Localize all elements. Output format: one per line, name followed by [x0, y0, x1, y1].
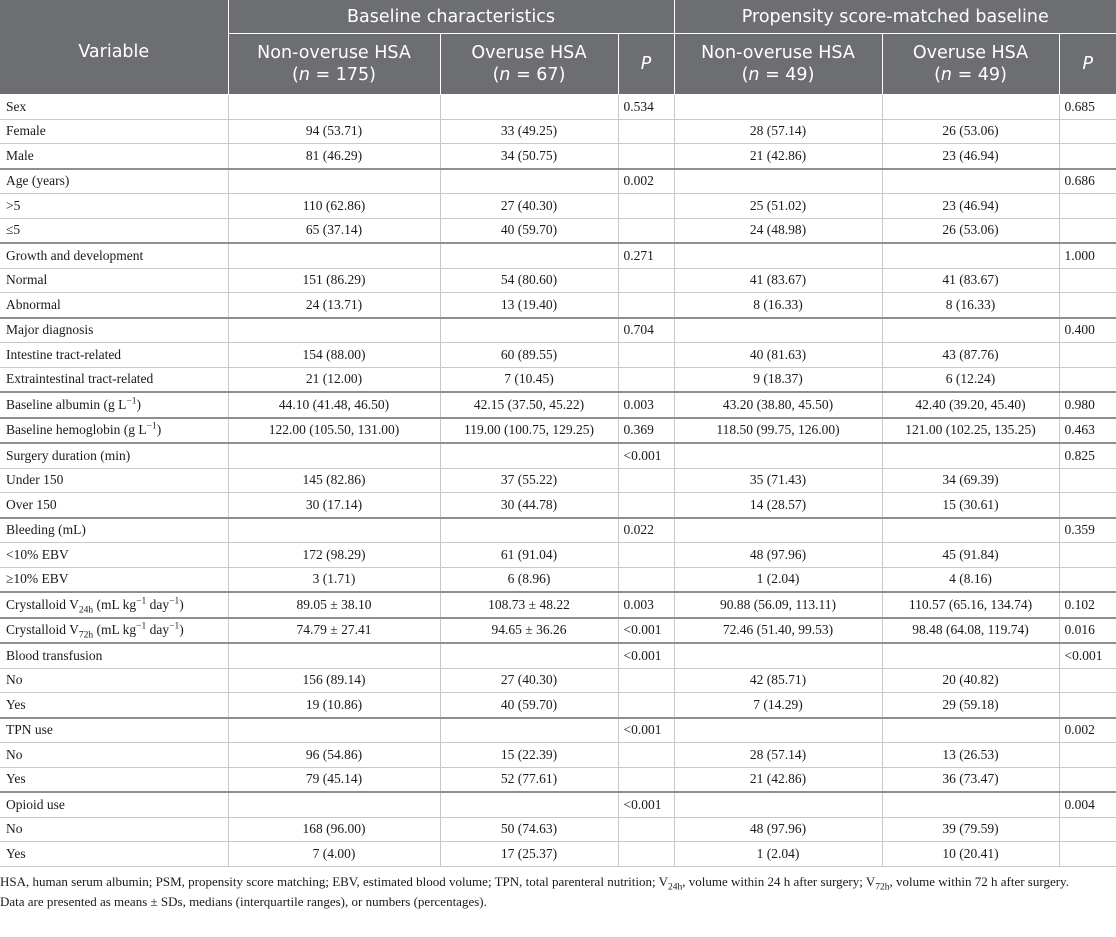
p-value-cell: 0.825	[1059, 443, 1116, 468]
table-row	[0, 693, 1116, 718]
table-cell: 42.40 (39.20, 45.40)	[882, 392, 1059, 418]
data-presentation-note: Data are presented as means ± SDs, medians (interquartile ranges), or numbers (percentages).	[0, 893, 487, 909]
variable-label: Intestine tract-related	[0, 343, 228, 368]
table-cell	[882, 792, 1059, 817]
group-column-header: Overuse HSA (n = 67)	[440, 34, 618, 95]
table-cell	[882, 518, 1059, 543]
table-cell	[882, 243, 1059, 268]
table-cell: 37 (55.22)	[440, 468, 618, 493]
table-cell	[674, 318, 882, 343]
table-cell: 30 (44.78)	[440, 493, 618, 518]
p-value-cell	[618, 468, 674, 493]
table-cell	[674, 643, 882, 668]
table-cell: 151 (86.29)	[228, 268, 440, 293]
variable-label: No	[0, 743, 228, 768]
table-row	[0, 592, 1116, 618]
p-value-cell: 0.980	[1059, 392, 1116, 418]
p-value-cell: 0.369	[618, 418, 674, 444]
variable-label: Growth and development	[0, 243, 228, 268]
p-value-cell	[618, 767, 674, 792]
table-row	[0, 343, 1116, 368]
p-value-cell	[618, 817, 674, 842]
table-cell: 20 (40.82)	[882, 668, 1059, 693]
table-row	[0, 792, 1116, 817]
table-cell: 6 (8.96)	[440, 567, 618, 592]
p-value-cell: 0.704	[618, 318, 674, 343]
table-cell: 50 (74.63)	[440, 817, 618, 842]
table-cell: 156 (89.14)	[228, 668, 440, 693]
table-cell	[228, 243, 440, 268]
variable-label: Extraintestinal tract-related	[0, 367, 228, 392]
p-value-cell	[1059, 668, 1116, 693]
table-cell: 74.79 ± 27.41	[228, 618, 440, 644]
group-column-header: Overuse HSA (n = 49)	[882, 34, 1059, 95]
table-cell	[228, 95, 440, 120]
table-row	[0, 169, 1116, 194]
table-cell: 42.15 (37.50, 45.22)	[440, 392, 618, 418]
table-row	[0, 318, 1116, 343]
table-cell	[440, 95, 618, 120]
table-cell: 4 (8.16)	[882, 567, 1059, 592]
table-row	[0, 268, 1116, 293]
table-cell: 28 (57.14)	[674, 743, 882, 768]
table-cell: 7 (14.29)	[674, 693, 882, 718]
table-cell	[674, 518, 882, 543]
p-value-cell	[618, 343, 674, 368]
variable-label: Opioid use	[0, 792, 228, 817]
table-cell: 43 (87.76)	[882, 343, 1059, 368]
p-value-cell	[1059, 817, 1116, 842]
table-cell: 168 (96.00)	[228, 817, 440, 842]
p-value-cell	[1059, 693, 1116, 718]
table-row	[0, 367, 1116, 392]
table-cell: 79 (45.14)	[228, 767, 440, 792]
table-row	[0, 218, 1116, 243]
p-value-cell: 0.359	[1059, 518, 1116, 543]
table-cell: 28 (57.14)	[674, 119, 882, 144]
table-cell: 40 (59.70)	[440, 218, 618, 243]
p-value-cell	[1059, 743, 1116, 768]
variable-label: Baseline albumin (g $L^{-1}$)	[0, 392, 228, 418]
p-value-header: P	[618, 34, 674, 95]
table-cell: 42 (85.71)	[674, 668, 882, 693]
table-cell: 6 (12.24)	[882, 367, 1059, 392]
table-cell: 98.48 (64.08, 119.74)	[882, 618, 1059, 644]
table-cell	[440, 243, 618, 268]
table-cell: 14 (28.57)	[674, 493, 882, 518]
p-value-cell: <0.001	[618, 792, 674, 817]
table-cell: 60 (89.55)	[440, 343, 618, 368]
table-cell: 110.57 (65.16, 134.74)	[882, 592, 1059, 618]
p-value-cell	[618, 493, 674, 518]
p-value-cell	[1059, 567, 1116, 592]
table-cell: 7 (10.45)	[440, 367, 618, 392]
table-row	[0, 493, 1116, 518]
group-column-header: Non-overuse HSA (n = 49)	[674, 34, 882, 95]
table-cell	[674, 792, 882, 817]
table-cell: 13 (26.53)	[882, 743, 1059, 768]
table-cell: 48 (97.96)	[674, 543, 882, 568]
table-cell: 1 (2.04)	[674, 842, 882, 867]
table-cell: 41 (83.67)	[674, 268, 882, 293]
table-cell: 121.00 (102.25, 135.25)	[882, 418, 1059, 444]
p-value-header: P	[1059, 34, 1116, 95]
table-cell: 172 (98.29)	[228, 543, 440, 568]
table-cell: 17 (25.37)	[440, 842, 618, 867]
table-cell	[228, 169, 440, 194]
table-cell: 39 (79.59)	[882, 817, 1059, 842]
variable-label: Abnormal	[0, 293, 228, 318]
variable-label: <10% EBV	[0, 543, 228, 568]
table-cell: 24 (48.98)	[674, 218, 882, 243]
table-row	[0, 817, 1116, 842]
table-cell	[882, 95, 1059, 120]
p-value-cell: 0.003	[618, 392, 674, 418]
table-cell	[228, 443, 440, 468]
p-value-cell: 0.002	[1059, 718, 1116, 743]
table-cell: 26 (53.06)	[882, 119, 1059, 144]
p-value-cell: 0.022	[618, 518, 674, 543]
variable-label: No	[0, 817, 228, 842]
table-row	[0, 618, 1116, 644]
p-value-cell	[1059, 493, 1116, 518]
p-value-cell	[618, 543, 674, 568]
p-value-cell: <0.001	[618, 643, 674, 668]
p-value-cell: 0.002	[618, 169, 674, 194]
variable-label: ≥10% EBV	[0, 567, 228, 592]
p-value-cell	[618, 668, 674, 693]
table-cell: 96 (54.86)	[228, 743, 440, 768]
p-value-cell: 0.534	[618, 95, 674, 120]
variable-label: Under 150	[0, 468, 228, 493]
table-cell: 94 (53.71)	[228, 119, 440, 144]
table-cell	[882, 643, 1059, 668]
variable-label: Blood transfusion	[0, 643, 228, 668]
table-cell	[882, 169, 1059, 194]
table-cell: 40 (81.63)	[674, 343, 882, 368]
table-row	[0, 567, 1116, 592]
variable-label: Yes	[0, 693, 228, 718]
p-value-cell	[618, 567, 674, 592]
p-value-cell: <0.001	[1059, 643, 1116, 668]
p-value-cell	[1059, 194, 1116, 219]
table-cell: 29 (59.18)	[882, 693, 1059, 718]
table-cell: 44.10 (41.48, 46.50)	[228, 392, 440, 418]
table-cell: 21 (12.00)	[228, 367, 440, 392]
p-value-cell	[618, 743, 674, 768]
table-cell: 13 (19.40)	[440, 293, 618, 318]
p-value-cell: 0.003	[618, 592, 674, 618]
table-cell: 26 (53.06)	[882, 218, 1059, 243]
table-cell: 40 (59.70)	[440, 693, 618, 718]
table-cell: 15 (30.61)	[882, 493, 1059, 518]
table-cell	[882, 318, 1059, 343]
p-value-cell	[1059, 468, 1116, 493]
table-cell	[228, 718, 440, 743]
p-value-cell	[618, 693, 674, 718]
table-row	[0, 392, 1116, 418]
table-cell: 108.73 ± 48.22	[440, 592, 618, 618]
table-row	[0, 293, 1116, 318]
table-cell	[674, 718, 882, 743]
p-value-cell	[618, 194, 674, 219]
variable-label: Over 150	[0, 493, 228, 518]
table-row	[0, 194, 1116, 219]
variable-label: Yes	[0, 767, 228, 792]
table-cell: 65 (37.14)	[228, 218, 440, 243]
table-cell: 27 (40.30)	[440, 668, 618, 693]
table-row	[0, 443, 1116, 468]
table-cell: 154 (88.00)	[228, 343, 440, 368]
p-value-cell: 0.685	[1059, 95, 1116, 120]
table-row	[0, 743, 1116, 768]
p-value-cell: 0.016	[1059, 618, 1116, 644]
table-cell	[440, 518, 618, 543]
table-cell: 25 (51.02)	[674, 194, 882, 219]
table-row	[0, 119, 1116, 144]
table-cell: 8 (16.33)	[674, 293, 882, 318]
table-cell	[674, 95, 882, 120]
p-value-cell	[618, 218, 674, 243]
p-value-cell: <0.001	[618, 618, 674, 644]
p-value-cell	[1059, 767, 1116, 792]
table-cell: 122.00 (105.50, 131.00)	[228, 418, 440, 444]
p-value-cell	[1059, 293, 1116, 318]
table-row	[0, 468, 1116, 493]
table-cell	[440, 169, 618, 194]
table-row	[0, 95, 1116, 120]
p-value-cell	[1059, 842, 1116, 867]
variable-label: Bleeding (mL)	[0, 518, 228, 543]
table-cell: 43.20 (38.80, 45.50)	[674, 392, 882, 418]
table-cell: 72.46 (51.40, 99.53)	[674, 618, 882, 644]
table-cell: 27 (40.30)	[440, 194, 618, 219]
table-cell: 1 (2.04)	[674, 567, 882, 592]
table-cell: 23 (46.94)	[882, 194, 1059, 219]
table-cell: 21 (42.86)	[674, 767, 882, 792]
variable-label: Major diagnosis	[0, 318, 228, 343]
table-cell: 54 (80.60)	[440, 268, 618, 293]
p-value-cell	[618, 119, 674, 144]
table-cell: 9 (18.37)	[674, 367, 882, 392]
variable-label: Normal	[0, 268, 228, 293]
p-value-cell	[1059, 543, 1116, 568]
variable-label: >5	[0, 194, 228, 219]
variable-label: Surgery duration (min)	[0, 443, 228, 468]
p-value-cell	[618, 144, 674, 169]
p-value-cell: 1.000	[1059, 243, 1116, 268]
table-cell: 110 (62.86)	[228, 194, 440, 219]
p-value-cell	[1059, 367, 1116, 392]
table-cell	[440, 443, 618, 468]
p-value-cell: 0.004	[1059, 792, 1116, 817]
table-cell	[882, 443, 1059, 468]
p-value-cell	[1059, 218, 1116, 243]
table-cell: 30 (17.14)	[228, 493, 440, 518]
baseline-group-header: Baseline characteristics	[228, 0, 674, 34]
p-value-cell	[1059, 119, 1116, 144]
table-cell	[228, 792, 440, 817]
p-value-cell: 0.686	[1059, 169, 1116, 194]
table-row	[0, 668, 1116, 693]
table-cell: 41 (83.67)	[882, 268, 1059, 293]
variable-label: Crystalloid $V_{72h}$ (mL $kg^{-1}$ day$^{-1}$)	[0, 618, 228, 644]
variable-label: Crystalloid $V_{24h}$ (mL $kg^{-1}$ day$^{-1}$)	[0, 592, 228, 618]
table-cell: 35 (71.43)	[674, 468, 882, 493]
table-cell: 90.88 (56.09, 113.11)	[674, 592, 882, 618]
p-value-cell: <0.001	[618, 718, 674, 743]
table-footnotes	[0, 873, 1116, 910]
p-value-cell	[1059, 343, 1116, 368]
table-row	[0, 144, 1116, 169]
p-value-cell: 0.102	[1059, 592, 1116, 618]
table-row	[0, 418, 1116, 444]
table-cell: 15 (22.39)	[440, 743, 618, 768]
group-column-header: Non-overuse HSA (n = 175)	[228, 34, 440, 95]
table-cell	[440, 318, 618, 343]
variable-label: Male	[0, 144, 228, 169]
table-cell: 10 (20.41)	[882, 842, 1059, 867]
table-cell: 24 (13.71)	[228, 293, 440, 318]
table-cell	[228, 518, 440, 543]
table-cell: 21 (42.86)	[674, 144, 882, 169]
table-row	[0, 718, 1116, 743]
table-row	[0, 643, 1116, 668]
table-cell	[674, 243, 882, 268]
table-cell: 145 (82.86)	[228, 468, 440, 493]
p-value-cell	[618, 268, 674, 293]
table-cell	[674, 443, 882, 468]
table-cell: 8 (16.33)	[882, 293, 1059, 318]
table-cell: 45 (91.84)	[882, 543, 1059, 568]
p-value-cell	[618, 293, 674, 318]
table-row	[0, 842, 1116, 867]
table-cell	[440, 718, 618, 743]
table-cell: 94.65 ± 36.26	[440, 618, 618, 644]
table-cell: 19 (10.86)	[228, 693, 440, 718]
abbreviation-note: HSA, human serum albumin; PSM, propensity score matching; EBV, estimated blood volume; TPN, total parenteral nutrition; $V_{24h}$, volume within 24 h after surgery; $V_{72h}$, volume within 72 h after surgery.	[0, 873, 1069, 893]
p-value-cell: 0.271	[618, 243, 674, 268]
table-cell: 89.05 ± 38.10	[228, 592, 440, 618]
table-cell: 7 (4.00)	[228, 842, 440, 867]
table-cell	[228, 643, 440, 668]
table-row	[0, 767, 1116, 792]
p-value-cell	[618, 367, 674, 392]
table-row	[0, 518, 1116, 543]
psm-group-header: Propensity score-matched baseline	[674, 0, 1116, 34]
variable-header: Variable	[0, 0, 228, 95]
p-value-cell: 0.463	[1059, 418, 1116, 444]
variable-label: Baseline hemoglobin (g $L^{-1}$)	[0, 418, 228, 444]
table-cell: 36 (73.47)	[882, 767, 1059, 792]
table-cell: 34 (69.39)	[882, 468, 1059, 493]
table-cell: 61 (91.04)	[440, 543, 618, 568]
table-cell: 34 (50.75)	[440, 144, 618, 169]
table-cell: 48 (97.96)	[674, 817, 882, 842]
table-cell	[674, 169, 882, 194]
p-value-cell	[1059, 268, 1116, 293]
variable-label: TPN use	[0, 718, 228, 743]
variable-label: No	[0, 668, 228, 693]
table-cell: 33 (49.25)	[440, 119, 618, 144]
p-value-cell: 0.400	[1059, 318, 1116, 343]
table-cell: 52 (77.61)	[440, 767, 618, 792]
table-cell: 119.00 (100.75, 129.25)	[440, 418, 618, 444]
p-value-cell	[1059, 144, 1116, 169]
variable-label: ≤5	[0, 218, 228, 243]
variable-label: Sex	[0, 95, 228, 120]
table-cell: 3 (1.71)	[228, 567, 440, 592]
table-row	[0, 543, 1116, 568]
p-value-cell	[618, 842, 674, 867]
table-row	[0, 243, 1116, 268]
table-cell	[440, 643, 618, 668]
table-cell	[440, 792, 618, 817]
p-value-cell: <0.001	[618, 443, 674, 468]
table-cell	[228, 318, 440, 343]
table-cell: 118.50 (99.75, 126.00)	[674, 418, 882, 444]
table-cell: 23 (46.94)	[882, 144, 1059, 169]
variable-label: Female	[0, 119, 228, 144]
variable-label: Age (years)	[0, 169, 228, 194]
table-cell	[882, 718, 1059, 743]
variable-label: Yes	[0, 842, 228, 867]
table-cell: 81 (46.29)	[228, 144, 440, 169]
